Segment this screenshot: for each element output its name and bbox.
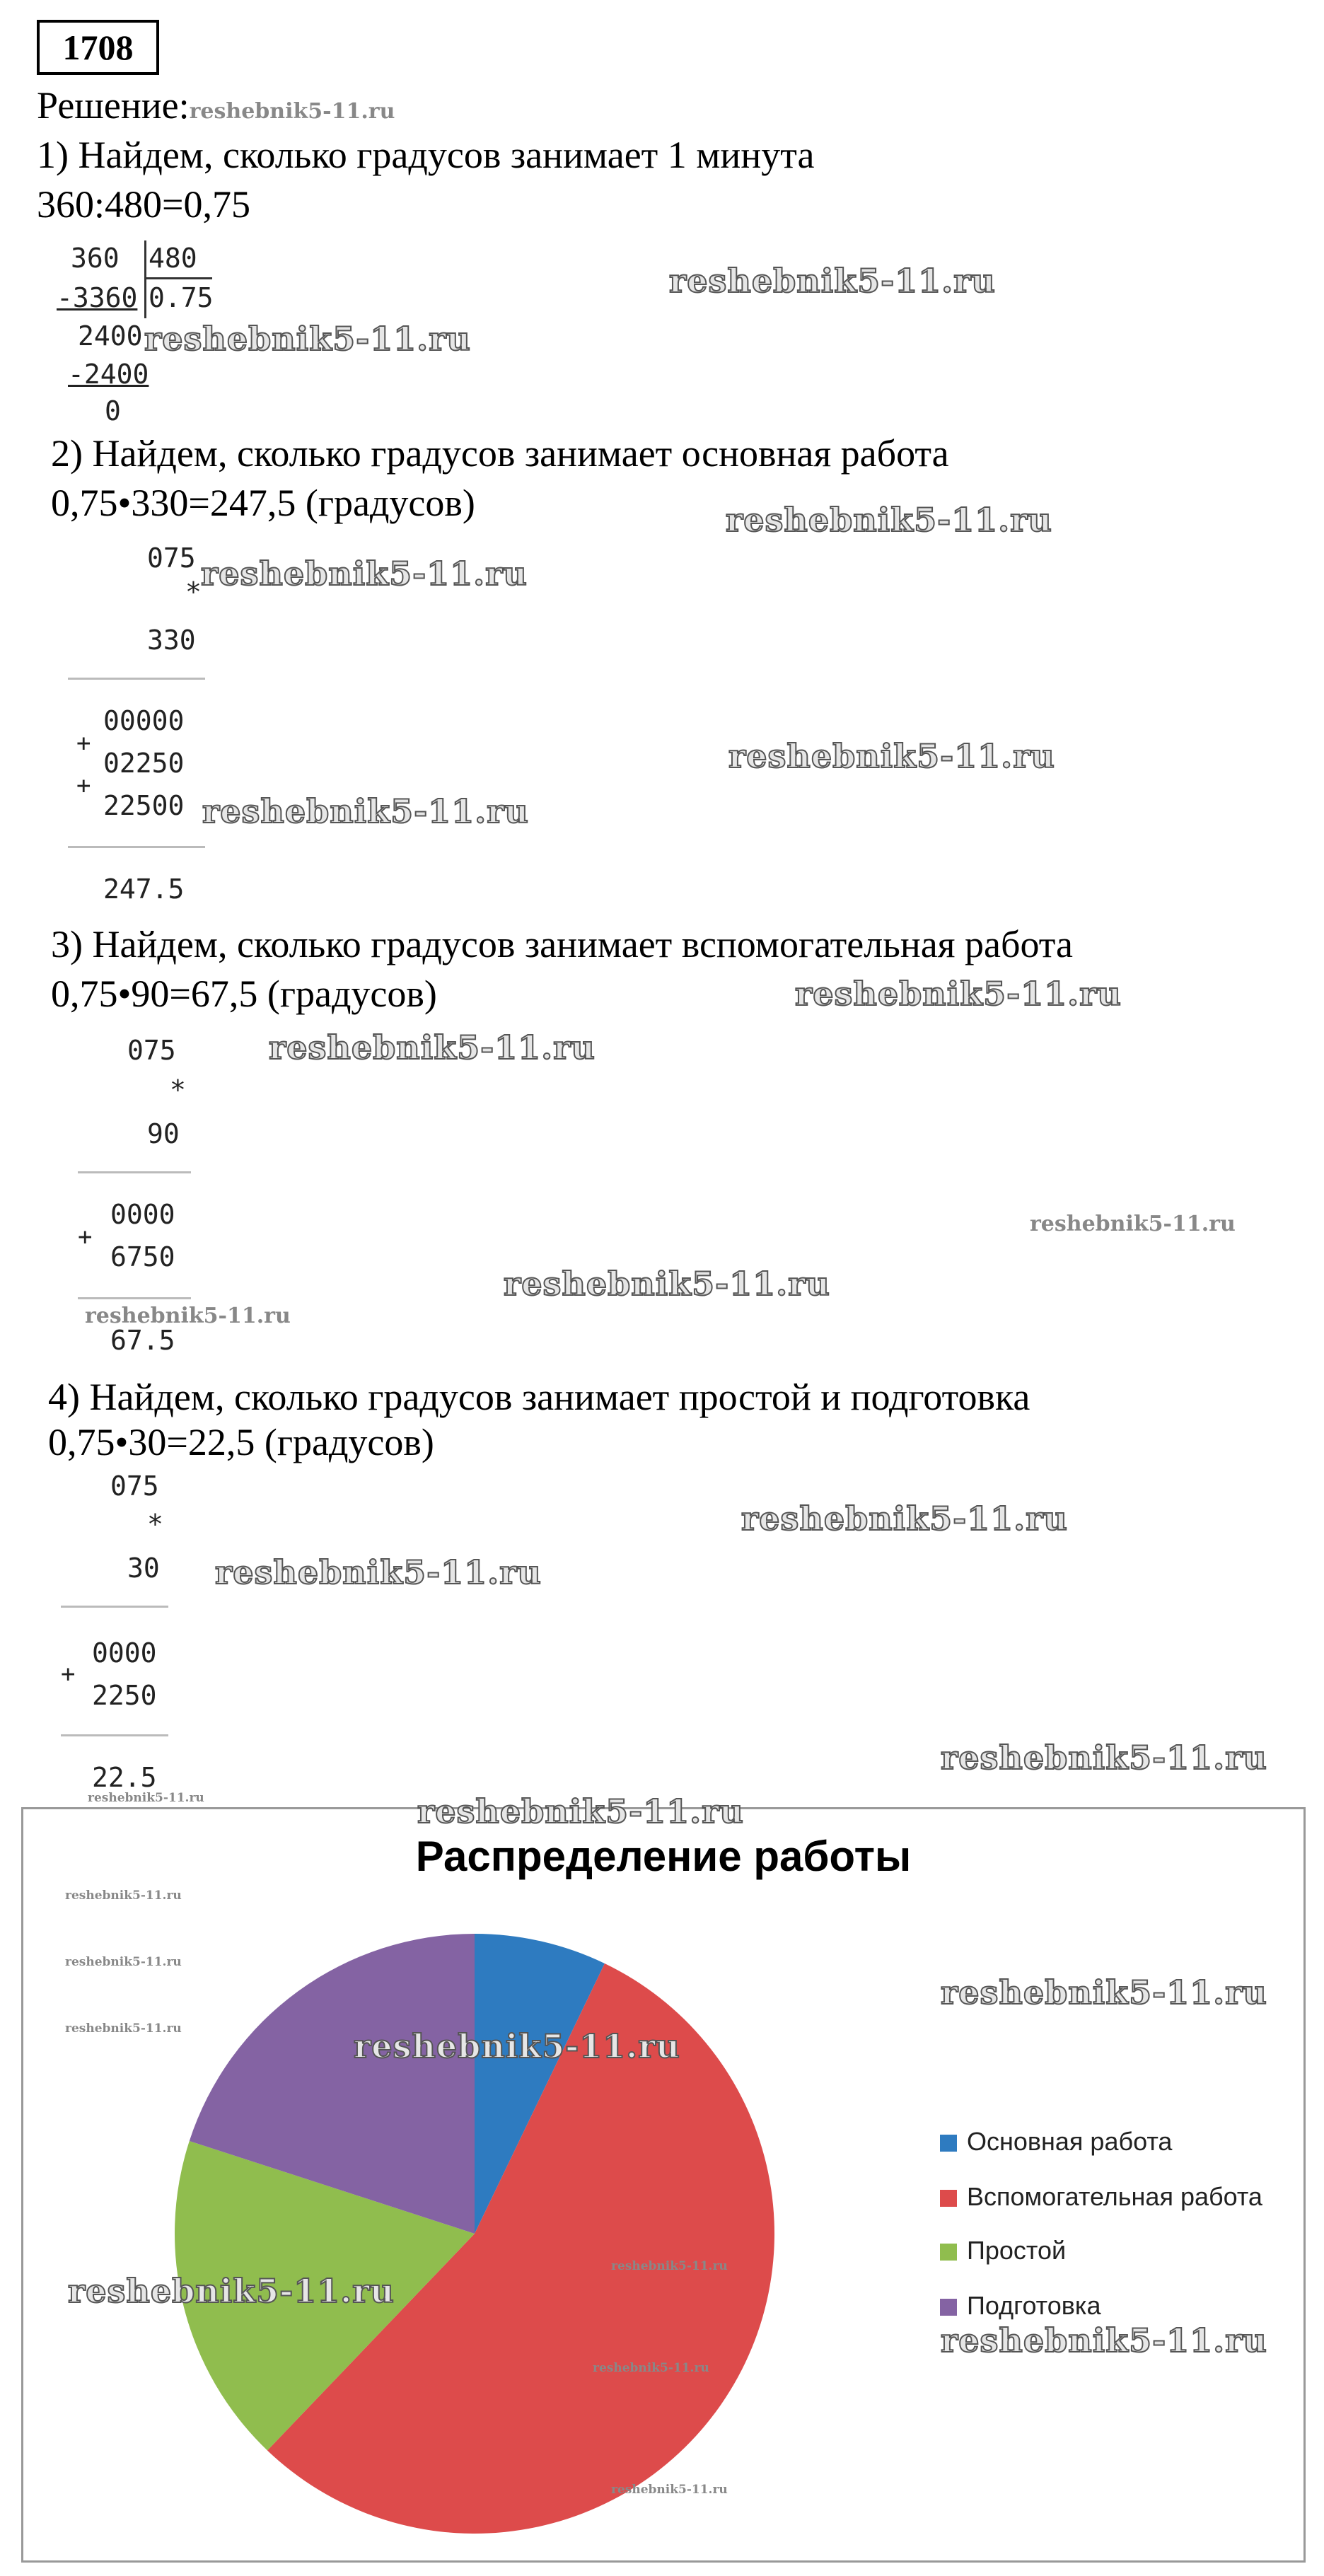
m3-p2: 6750 xyxy=(110,1241,175,1272)
watermark-inline: reshebnik5-11.ru xyxy=(189,99,395,124)
m3-p1: 0000 xyxy=(110,1199,175,1230)
legend-label-idle: Простой xyxy=(967,2236,1067,2265)
div-vertical-line xyxy=(144,240,146,318)
m3-b: 90 xyxy=(147,1118,180,1149)
step-2-formula: 0,75•330=247,5 (градусов) xyxy=(51,482,475,524)
watermark: reshebnik5-11.ru xyxy=(941,1973,1267,2012)
div-quotient: 0.75 xyxy=(149,282,214,313)
watermark: reshebnik5-11.ru xyxy=(85,1304,291,1328)
m4-p1: 0000 xyxy=(92,1637,157,1669)
step-3-formula: 0,75•90=67,5 (градусов) xyxy=(51,973,437,1015)
m4-line-1 xyxy=(61,1606,168,1608)
watermark: reshebnik5-11.ru xyxy=(726,501,1052,539)
m3-plus: + xyxy=(78,1223,93,1251)
m2-a: 075 xyxy=(147,543,196,574)
div-dividend: 360 xyxy=(71,243,120,274)
legend-item-prep xyxy=(940,2293,1101,2319)
m4-result: 22.5 xyxy=(92,1762,157,1793)
step-4-title: 4) Найдем, сколько градусов занимает простой и подготовка xyxy=(48,1376,1030,1418)
legend-item-main xyxy=(940,2129,1172,2154)
m2-plus-2: + xyxy=(76,772,91,800)
watermark: reshebnik5-11.ru xyxy=(144,320,471,358)
watermark: reshebnik5-11.ru xyxy=(741,1499,1068,1538)
m2-b: 330 xyxy=(147,625,196,656)
m2-plus-1: + xyxy=(76,729,91,758)
legend-label-aux: Вспомогательная работа xyxy=(967,2182,1262,2211)
watermark: reshebnik5-11.ru xyxy=(68,2272,395,2310)
m3-line-2 xyxy=(78,1297,191,1299)
watermark: reshebnik5-11.ru xyxy=(65,1889,182,1903)
watermark: reshebnik5-11.ru xyxy=(669,262,996,300)
watermark: reshebnik5-11.ru xyxy=(354,2027,680,2065)
m2-p2: 02250 xyxy=(103,748,185,779)
m4-p2: 2250 xyxy=(92,1680,157,1711)
m4-plus: + xyxy=(61,1660,76,1688)
chart-title: Распределение работы xyxy=(415,1833,912,1880)
pie-chart-frame xyxy=(21,1807,1306,2563)
legend-label-prep: Подготовка xyxy=(967,2291,1101,2320)
step-2-title: 2) Найдем, сколько градусов занимает основная работа xyxy=(51,432,949,475)
div-horizontal-line xyxy=(144,277,212,279)
div-divisor: 480 xyxy=(149,243,197,274)
m2-result: 247.5 xyxy=(103,874,185,905)
legend-swatch-idle xyxy=(940,2244,957,2261)
watermark: reshebnik5-11.ru xyxy=(795,975,1122,1013)
m3-a: 075 xyxy=(127,1035,176,1066)
m4-line-2 xyxy=(61,1734,168,1736)
step-3-title: 3) Найдем, сколько градусов занимает вспомогательная работа xyxy=(51,923,1073,965)
task-number: 1708 xyxy=(37,20,159,75)
div-sub2: -2400 xyxy=(68,359,149,390)
watermark: reshebnik5-11.ru xyxy=(941,2321,1267,2360)
watermark: reshebnik5-11.ru xyxy=(215,1553,542,1591)
legend-label-main: Основная работа xyxy=(967,2127,1173,2156)
watermark: reshebnik5-11.ru xyxy=(593,2361,709,2375)
div-sub1: -3360 xyxy=(57,282,138,313)
solution-label-text: Решение: xyxy=(37,84,190,127)
legend-item-aux xyxy=(940,2184,1262,2210)
legend-swatch-prep xyxy=(940,2299,957,2316)
m2-p1: 00000 xyxy=(103,705,185,736)
div-result: 0 xyxy=(105,395,121,427)
watermark: reshebnik5-11.ru xyxy=(65,1955,182,1969)
m4-op: * xyxy=(147,1509,163,1540)
watermark: reshebnik5-11.ru xyxy=(611,2259,728,2273)
watermark: reshebnik5-11.ru xyxy=(65,2021,182,2036)
watermark: reshebnik5-11.ru xyxy=(88,1791,204,1805)
m4-a: 075 xyxy=(110,1470,159,1502)
m3-line-1 xyxy=(78,1171,191,1173)
step-1-title: 1) Найдем, сколько градусов занимает 1 минута xyxy=(37,134,815,176)
watermark: reshebnik5-11.ru xyxy=(611,2483,728,2497)
watermark: reshebnik5-11.ru xyxy=(504,1265,830,1303)
div-rem1: 2400 xyxy=(78,320,143,352)
solution-label xyxy=(37,84,395,127)
m2-line-2 xyxy=(68,846,205,848)
m4-b: 30 xyxy=(127,1553,160,1584)
m2-line-1 xyxy=(68,678,205,680)
legend-swatch-main xyxy=(940,2135,957,2152)
watermark: reshebnik5-11.ru xyxy=(941,1739,1267,1777)
m3-result: 67.5 xyxy=(110,1325,175,1356)
m2-p3: 22500 xyxy=(103,790,185,821)
watermark: reshebnik5-11.ru xyxy=(201,555,528,593)
m3-op: * xyxy=(170,1074,186,1106)
watermark: reshebnik5-11.ru xyxy=(269,1028,596,1067)
watermark: reshebnik5-11.ru xyxy=(728,737,1055,775)
watermark: reshebnik5-11.ru xyxy=(417,1792,744,1831)
step-1-formula: 360:480=0,75 xyxy=(37,183,250,226)
watermark: reshebnik5-11.ru xyxy=(202,792,529,830)
legend-swatch-aux xyxy=(940,2190,957,2207)
watermark: reshebnik5-11.ru xyxy=(1030,1212,1236,1236)
legend-item-idle xyxy=(940,2238,1066,2263)
step-4-formula: 0,75•30=22,5 (градусов) xyxy=(48,1421,434,1463)
m2-op: * xyxy=(185,576,202,608)
